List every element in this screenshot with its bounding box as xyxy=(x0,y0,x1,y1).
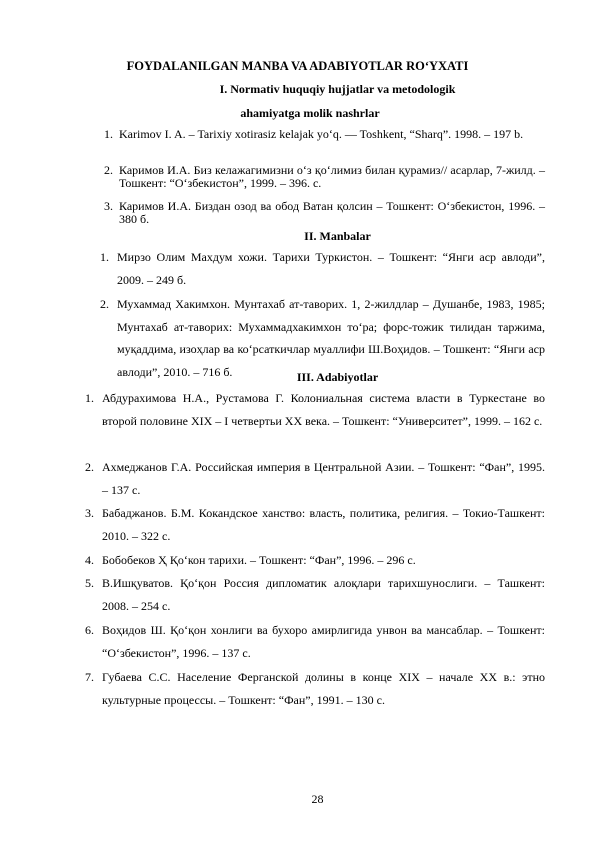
list-text: Абдурахимова Н.А., Рустамова Г. Колониальная система власти в Туркестане во второй половине XIX – I четвертьи XX века. – Тошкент: “Университет”, 1999. – 162 с. xyxy=(102,391,545,428)
section1-title-line2: ahamiyatga molik nashrlar xyxy=(240,106,380,120)
list-item xyxy=(104,200,545,228)
list-text: Мирзо Олим Махдум хожи. Тарихи Туркистон. – Тошкент: “Янги аср авлоди”, 2009. – 249 б. xyxy=(117,250,545,287)
section3-title: III. Adabiyotlar xyxy=(296,370,379,384)
list-item xyxy=(85,387,545,455)
section2-title: II. Manbalar xyxy=(304,229,371,243)
list-item xyxy=(85,666,545,711)
list-text: Губаева С.С. Население Ферганской долины в конце XIX – начале XX в.: этно культурные процессы. – Тошкент: “Фан”, 1991. – 130 с. xyxy=(102,670,545,707)
list-item xyxy=(104,164,545,192)
list-item xyxy=(85,549,545,572)
section1-title-line1: I. Normativ huquqiy hujjatlar va metodologik xyxy=(219,82,456,96)
list-text: Karimov I. A. – Tarixiy xotirasiz kelajak yo‘q. — Toshkent, “Sharq”. 1998. – 197 b. xyxy=(119,127,524,141)
list-number: 2. xyxy=(104,163,113,177)
list-text: В.Ишқуватов. Қо‘қон Россия дипломатик алоқлари тарихшунослиги. – Ташкент: 2008. – 254 с. xyxy=(102,576,545,613)
list-text: Воҳидов Ш. Қо‘қон хонлиги ва бухоро амирлигида унвон ва мансаблар. – Тошкент: “O‘збекистон”, 1996. – 137 с. xyxy=(102,623,545,660)
list-number: 3. xyxy=(85,506,94,520)
list-text: Бабаджанов. Б.М. Кокандское ханство: власть, политика, религия. – Токио-Ташкент: 2010. – 322 с. xyxy=(102,506,545,543)
list-text: Каримов И.А. Биздан озод ва обод Ватан қолсин – Тошкент: O‘збекистон, 1996. – 380 б. xyxy=(119,199,545,226)
list-text: Ахмеджанов Г.А. Российская империя в Центральной Азии. – Тошкент: “Фан”, 1995. – 137 с. xyxy=(102,460,545,497)
list-item xyxy=(100,246,545,291)
list-number: 3. xyxy=(104,199,113,213)
list-text: Мухаммад Хакимхон. Мунтахаб ат-таворих. 1, 2-жилдлар – Душанбе, 1983, 1985; Мунтахаб ат-таворих: Мухаммадхакимхон то‘ра; форс-тожик тилидан таржима, муқаддима, изоҳлар ва ко‘рсаткичлар муаллифи Ш.Воҳидов. – Тошкент: “Янги аср авлоди”, 2010. – 716 б. xyxy=(117,297,545,379)
list-item xyxy=(104,128,545,156)
list-item xyxy=(85,456,545,501)
list-number: 1. xyxy=(100,250,109,264)
list-number: 5. xyxy=(85,576,94,590)
list-number: 2. xyxy=(85,460,94,474)
list-number: 2. xyxy=(100,297,109,311)
list-text: Бобобеков Ҳ Қо‘кон тарихи. – Тошкент: “Фан”, 1996. – 296 с. xyxy=(102,553,416,567)
list-number: 1. xyxy=(85,391,94,405)
list-number: 7. xyxy=(85,670,94,684)
list-text: Каримов И.А. Биз келажагимизни о‘з қо‘лимиз билан қурамиз// асарлар, 7-жилд. – Тошкент: “O‘збекистон”, 1999. – 396. с. xyxy=(119,163,545,190)
list-item xyxy=(85,619,545,664)
page-number: 28 xyxy=(311,792,324,806)
list-item xyxy=(85,572,545,617)
list-number: 4. xyxy=(85,553,94,567)
list-number: 6. xyxy=(85,623,94,637)
list-number: 1. xyxy=(104,127,113,141)
list-item xyxy=(85,502,545,547)
page-heading: FOYDALANILGAN MANBA VA ADABIYOTLAR RO‘YXATI xyxy=(126,59,469,73)
